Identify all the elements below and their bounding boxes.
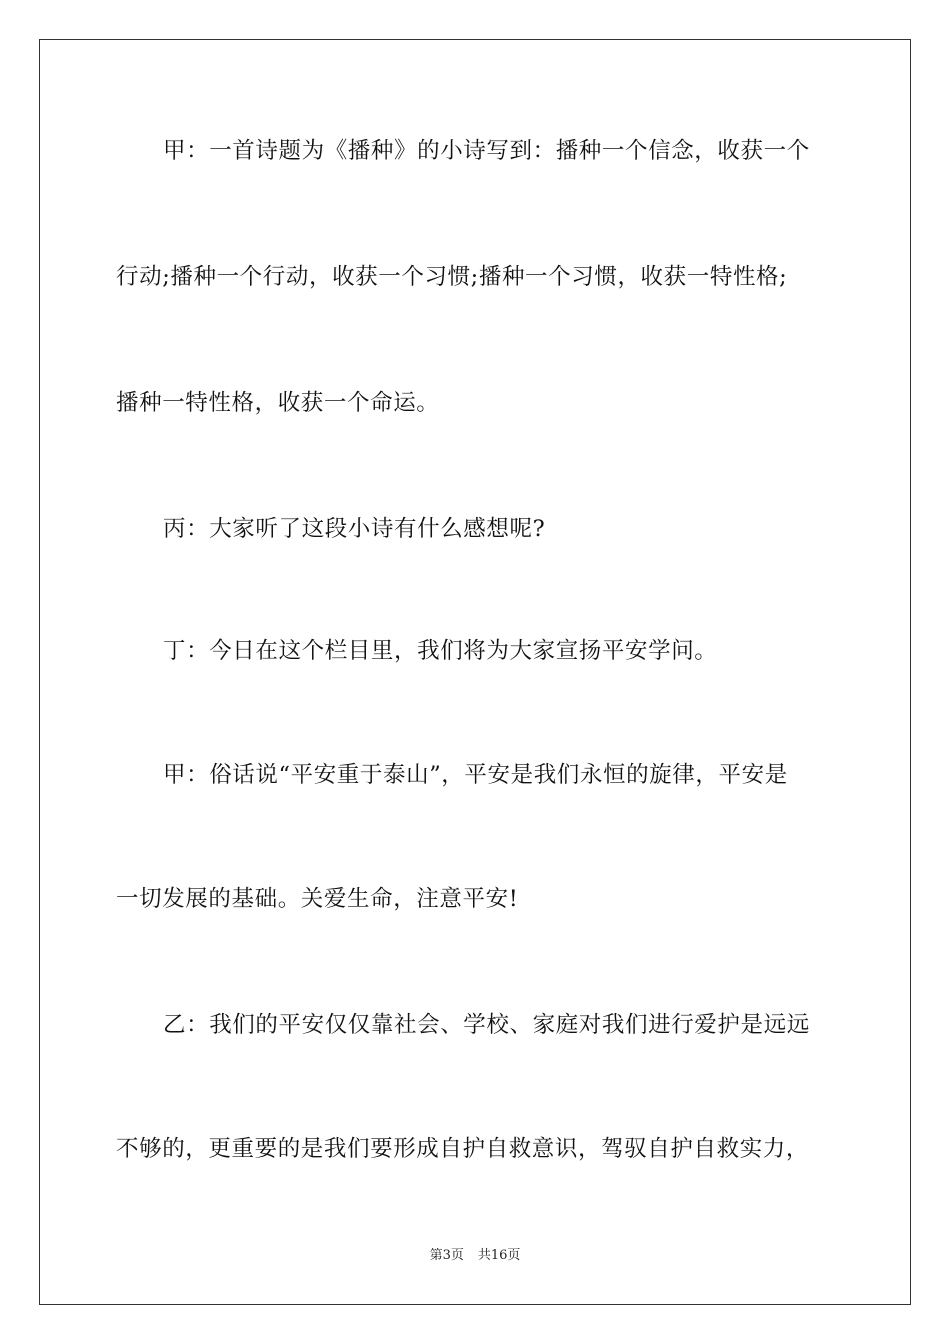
page-frame bbox=[39, 39, 911, 1305]
paragraph-line: 丁：今日在这个栏目里，我们将为大家宣扬平安学问。 bbox=[163, 638, 718, 664]
paragraph-line: 丙：大家听了这段小诗有什么感想呢? bbox=[163, 516, 546, 542]
paragraph-line: 播种一特性格，收获一个命运。 bbox=[116, 390, 440, 416]
paragraph-line: 甲：俗话说“平安重于泰山”，平安是我们永恒的旋律，平安是 bbox=[163, 762, 788, 788]
paragraph-line: 行动;播种一个行动，收获一个习惯;播种一个习惯，收获一特性格; bbox=[116, 264, 788, 290]
paragraph-line: 乙：我们的平安仅仅靠社会、学校、家庭对我们进行爱护是远远 bbox=[163, 1012, 810, 1038]
paragraph-line: 一切发展的基础。关爱生命，注意平安! bbox=[116, 886, 519, 912]
paragraph-line: 甲：一首诗题为《播种》的小诗写到：播种一个信念，收获一个 bbox=[163, 138, 810, 164]
page-number: 第3页 bbox=[429, 1248, 464, 1263]
page-total: 共16页 bbox=[477, 1248, 521, 1263]
paragraph-line: 不够的，更重要的是我们要形成自护自救意识，驾驭自护自救实力， bbox=[116, 1136, 810, 1162]
page-footer bbox=[0, 1247, 950, 1265]
